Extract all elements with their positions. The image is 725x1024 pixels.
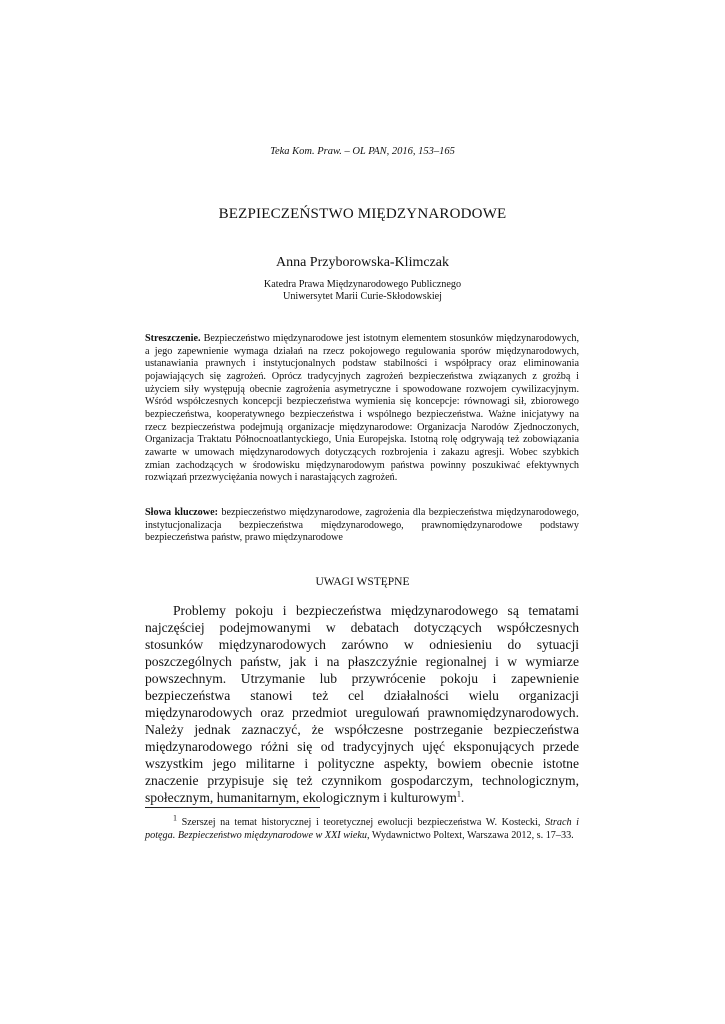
keywords-text: bezpieczeństwo międzynarodowe, zagrożenia dla bezpieczeństwa międzynarodowego, instytucjonalizacja bezpieczeństwa międzynarodowego, prawnomiędzynarodowe podstawy bezpieczeństwa państw, prawo międzynarodowe xyxy=(145,507,579,544)
footnote-divider xyxy=(145,807,320,808)
footnote-text-after: , Wydawnictwo Poltext, Warszawa 2012, s. 17–33. xyxy=(367,830,574,841)
footnote-number: 1 xyxy=(173,813,177,823)
footnote-text-before: Szerszej na temat historycznej i teoretycznej ewolucji bezpieczeństwa W. Kostecki, xyxy=(181,817,541,828)
footnote xyxy=(145,813,580,842)
abstract xyxy=(145,333,579,485)
body-paragraph xyxy=(145,602,579,806)
body-text-end: . xyxy=(460,790,465,805)
affiliation xyxy=(0,279,725,303)
article-title: BEZPIECZEŃSTWO MIĘDZYNARODOWE xyxy=(218,206,507,222)
abstract-text: Bezpieczeństwo międzynarodowe jest istotnym elementem stosunków międzynarodowych, a jego zapewnienie wymaga działań na rzecz pokojowego regulowania sporów międzynarodowych, ustanawiania prawnych i instytucjonalnych podstaw stabilności i współpracy oraz eliminowania pojawiających się zagrożeń. Oprócz tradycyjnych zagrożeń bezpieczeństwa związanych z groźbą i użyciem siły występują obecnie zagrożenia asymetryczne i spowodowane rozwojem cywilizacyjnym. Wśród współczesnych koncepcji bezpieczeństwa wymienia się koncepcje: równowagi sił, zbiorowego bezpieczeństwa, kooperatywnego bezpieczeństwa i wspólnego bezpieczeństwa. Ważne inicjatywy na rzecz bezpieczeństwa podejmują organizacje międzynarodowe: Organizacja Narodów Zjednoczonych, Organizacja Traktatu Północnoatlantyckiego, Unia Europejska. Istotną rolę odgrywają też zobowiązania zawarte w umowach międzynarodowych dotyczących rozbrojenia i zakazu agresji. Wobec szybkich zmian zachodzących w środowisku międzynarodowym państwa powinny poszukiwać efektywnych rozwiązań przezwyciężania nowych i narastających zagrożeń. xyxy=(145,333,579,484)
body-text: Problemy pokoju i bezpieczeństwa międzynarodowego są tematami najczęściej podejmowanymi w debatach dotyczących współczesnych stosunków międzynarodowych zarówno w odniesieniu do sytuacji poszczególnych państw, jak i na płaszczyźnie regionalnej i w wymiarze powszechnym. Utrzymanie lub przywrócenie pokoju i zapewnienie bezpieczeństwa stanowi też cel działalności wielu organizacji międzynarodowych oraz przedmiot uregulowań prawnomiędzynarodowych. Należy jednak zaznaczyć, że współczesne postrzeganie bezpieczeństwa międzynarodowego różni się od tradycyjnych ujęć eksponujących przede wszystkim jego militarne i polityczne aspekty, bowiem obecnie istotne znaczenie przypisuje się też czynnikom gospodarczym, technologicznym, społecznym, humanitarnym, ekologicznym i kulturowym xyxy=(145,603,579,805)
keywords xyxy=(145,507,579,545)
section-heading: UWAGI WSTĘPNE xyxy=(315,576,410,588)
author-name: Anna Przyborowska-Klimczak xyxy=(275,255,449,270)
keywords-label: Słowa kluczowe: xyxy=(145,507,219,518)
footnote-cited-title: Strach i potęga. Bezpieczeństwo międzynarodowe w XXI wieku xyxy=(145,817,580,841)
affiliation-department: Katedra Prawa Międzynarodowego Publicznego xyxy=(263,279,462,290)
running-head: Teka Kom. Praw. – OL PAN, 2016, 153–165 xyxy=(270,146,455,157)
abstract-label: Streszczenie. xyxy=(145,333,201,344)
affiliation-university: Uniwersytet Marii Curie-Skłodowskiej xyxy=(282,291,442,302)
footnote-reference[interactable]: 1 xyxy=(456,789,461,799)
